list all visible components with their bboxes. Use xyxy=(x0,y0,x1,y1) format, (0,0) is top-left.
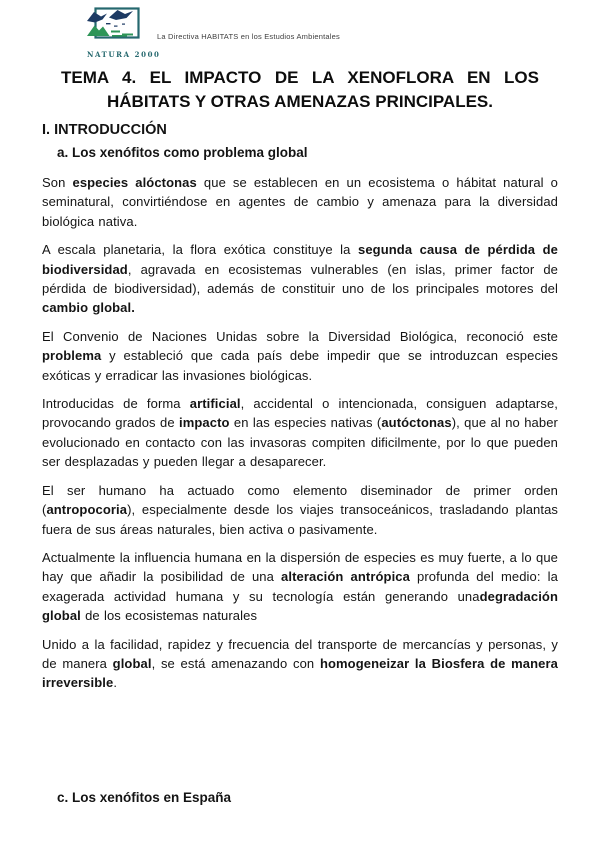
paragraph-introducidas-forma-artificial: Introducidas de forma artificial, accidental o intencionada, consiguen adaptarse, provocando grados de impacto en las especies nativas (autóctonas), que al no haber evolucionado en contacto con las invasoras compiten dificilmente, por lo que pueden ser desplazadas y pueden llegar a desaparecer. xyxy=(42,396,558,470)
document-body xyxy=(0,66,600,806)
section-heading-introduccion: I. INTRODUCCIÓN xyxy=(42,122,167,138)
paragraph-influencia-humana: Actualmente la influencia humana en la dispersión de especies es muy fuerte, a lo que hay que añadir la posibilidad de una alteración antrópica profunda del medio: la exagerada actividad humana y su tecnología están generando unadegradación global de los ecosistemas naturales xyxy=(42,549,558,624)
paragraph-escala-planetaria: A escala planetaria, la flora exótica constituye la segunda causa de pérdida de biodiversidad, agravada en ecosistemas vulnerables (en islas, primer factor de pérdida de biodiversidad), además de constituir uno de los principales motores del cambio global. xyxy=(42,242,558,316)
natura-2000-logo xyxy=(87,7,161,59)
subsection-heading-a: a. Los xenófitos como problema global xyxy=(57,145,308,160)
page-title-line2: HÁBITATS Y OTRAS AMENAZAS PRINCIPALES. xyxy=(107,92,493,111)
paragraph-ser-humano-antropocoria: El ser humano ha actuado como elemento diseminador de primer orden (antropocoria), especialmente desde los viajes transoceánicos, trasladando plantas fuera de sus áreas naturales, bien activa o pasivamente. xyxy=(42,482,558,537)
paragraph-especies-aloctonas: Son especies alóctonas que se establecen en un ecosistema o hábitat natural o seminatural, convirtiéndose en agentes de cambio y amenaza para la diversidad biológica nativa. xyxy=(42,175,559,229)
subsection-heading-c: c. Los xenófitos en España xyxy=(57,789,232,805)
paragraph-convenio-naciones-unidas: El Convenio de Naciones Unidas sobre la Diversidad Biológica, reconoció este problema y estableció que cada país debe impedir que se introduzcan especies exóticas y erradicar las invasiones biológicas. xyxy=(42,328,558,383)
natura-2000-logo-caption: NATURA 2000 xyxy=(87,50,161,59)
natura-2000-logo-graphic xyxy=(87,7,141,47)
paragraph-transporte-global: Unido a la facilidad, rapidez y frecuencia del transporte de mercancías y personas, y de manera global, se está amenazando con homogeneizar la Biosfera de manera irreversible. xyxy=(42,636,558,691)
page-title xyxy=(42,66,558,114)
page-title-line1: TEMA 4. EL IMPACTO DE LA XENOFLORA EN LOS xyxy=(61,68,539,87)
document-header xyxy=(0,0,600,58)
header-subtitle: La Directiva HABITATS en los Estudios Ambientales xyxy=(157,32,340,41)
